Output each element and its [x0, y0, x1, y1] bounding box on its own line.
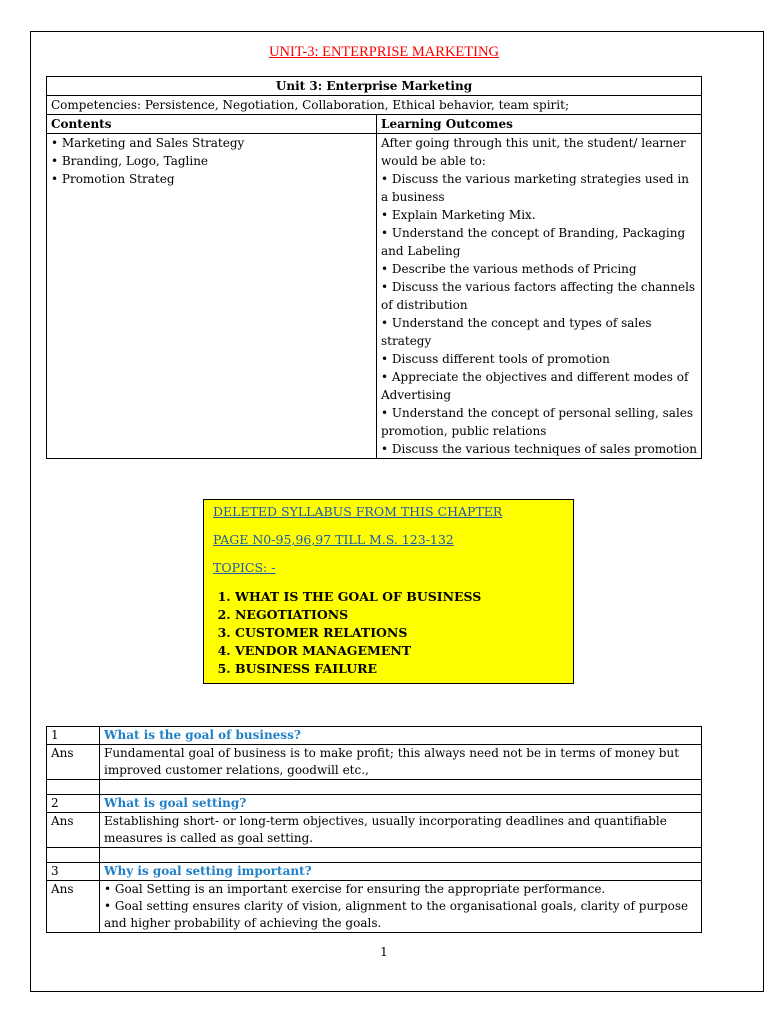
question-number: 3	[47, 863, 100, 881]
deleted-pages: PAGE N0-95,96,97 TILL M.S. 123-132	[213, 532, 454, 547]
deleted-topic: 3. CUSTOMER RELATIONS	[235, 624, 564, 642]
question-answer-table	[46, 726, 702, 933]
answer-text: Fundamental goal of business is to make profit; this always need not be in terms of money but improved customer relations, goodwill etc.,	[100, 745, 702, 780]
outcome-intro: After going through this unit, the student/ learner would be able to:	[381, 136, 686, 168]
outcome-item: • Discuss the various marketing strategies used in a business	[381, 172, 689, 204]
outcome-item: • Understand the concept of Branding, Packaging and Labeling	[381, 226, 686, 258]
deleted-topic: 5. BUSINESS FAILURE	[235, 660, 564, 678]
answer-row	[47, 813, 702, 848]
deleted-syllabus-box	[203, 499, 574, 684]
question-text: What is the goal of business?	[100, 727, 702, 745]
question-row	[47, 795, 702, 813]
contents-item: • Branding, Logo, Tagline	[51, 154, 209, 168]
deleted-topic: 1. WHAT IS THE GOAL OF BUSINESS	[235, 588, 564, 606]
contents-item: • Marketing and Sales Strategy	[51, 136, 245, 150]
unit-heading: Unit 3: Enterprise Marketing	[47, 77, 702, 96]
outcome-item: • Understand the concept of personal selling, sales promotion, public relations	[381, 406, 694, 438]
outcome-item: • Understand the concept and types of sales strategy	[381, 316, 652, 348]
question-row	[47, 727, 702, 745]
contents-cell	[47, 134, 377, 459]
topics-label: TOPICS: -	[213, 560, 276, 575]
question-text: Why is goal setting important?	[100, 863, 702, 881]
deleted-syllabus-heading: DELETED SYLLABUS FROM THIS CHAPTER	[213, 504, 503, 519]
competencies-row: Competencies: Persistence, Negotiation, Collaboration, Ethical behavior, team spirit;	[47, 96, 702, 115]
answer-label: Ans	[47, 813, 100, 848]
question-text: What is goal setting?	[100, 795, 702, 813]
answer-bullet: • Goal setting ensures clarity of vision, alignment to the organisational goals, clarity of purpose and higher probability of achieving the goals.	[104, 899, 689, 930]
question-number: 1	[47, 727, 100, 745]
unit-overview-table	[46, 76, 702, 459]
question-number: 2	[47, 795, 100, 813]
outcomes-header: Learning Outcomes	[377, 115, 702, 134]
deleted-topic: 4. VENDOR MANAGEMENT	[235, 642, 564, 660]
answer-row	[47, 745, 702, 780]
page-number: 1	[380, 945, 388, 959]
outcome-item: • Discuss the various factors affecting the channels of distribution	[381, 280, 696, 312]
outcome-item: • Explain Marketing Mix.	[381, 208, 536, 222]
spacer-row	[47, 848, 702, 863]
answer-label: Ans	[47, 881, 100, 933]
deleted-topics-list	[213, 588, 564, 678]
outcomes-cell	[377, 134, 702, 459]
outcome-item: • Appreciate the objectives and different modes of Advertising	[381, 370, 689, 402]
contents-header: Contents	[47, 115, 377, 134]
answer-row	[47, 881, 702, 933]
spacer-row	[47, 780, 702, 795]
outcome-item: • Describe the various methods of Pricing	[381, 262, 637, 276]
deleted-topic: 2. NEGOTIATIONS	[235, 606, 564, 624]
outcome-item: • Discuss the various techniques of sales promotion	[381, 442, 697, 456]
question-row	[47, 863, 702, 881]
outcome-item: • Discuss different tools of promotion	[381, 352, 610, 366]
answer-cell	[100, 881, 702, 933]
contents-item: • Promotion Strateg	[51, 172, 175, 186]
unit-title: UNIT-3: ENTERPRISE MARKETING	[269, 44, 499, 60]
answer-label: Ans	[47, 745, 100, 780]
answer-text: Establishing short- or long-term objectives, usually incorporating deadlines and quantifiable measures is called as goal setting.	[100, 813, 702, 848]
answer-bullet: • Goal Setting is an important exercise for ensuring the appropriate performance.	[104, 882, 606, 896]
